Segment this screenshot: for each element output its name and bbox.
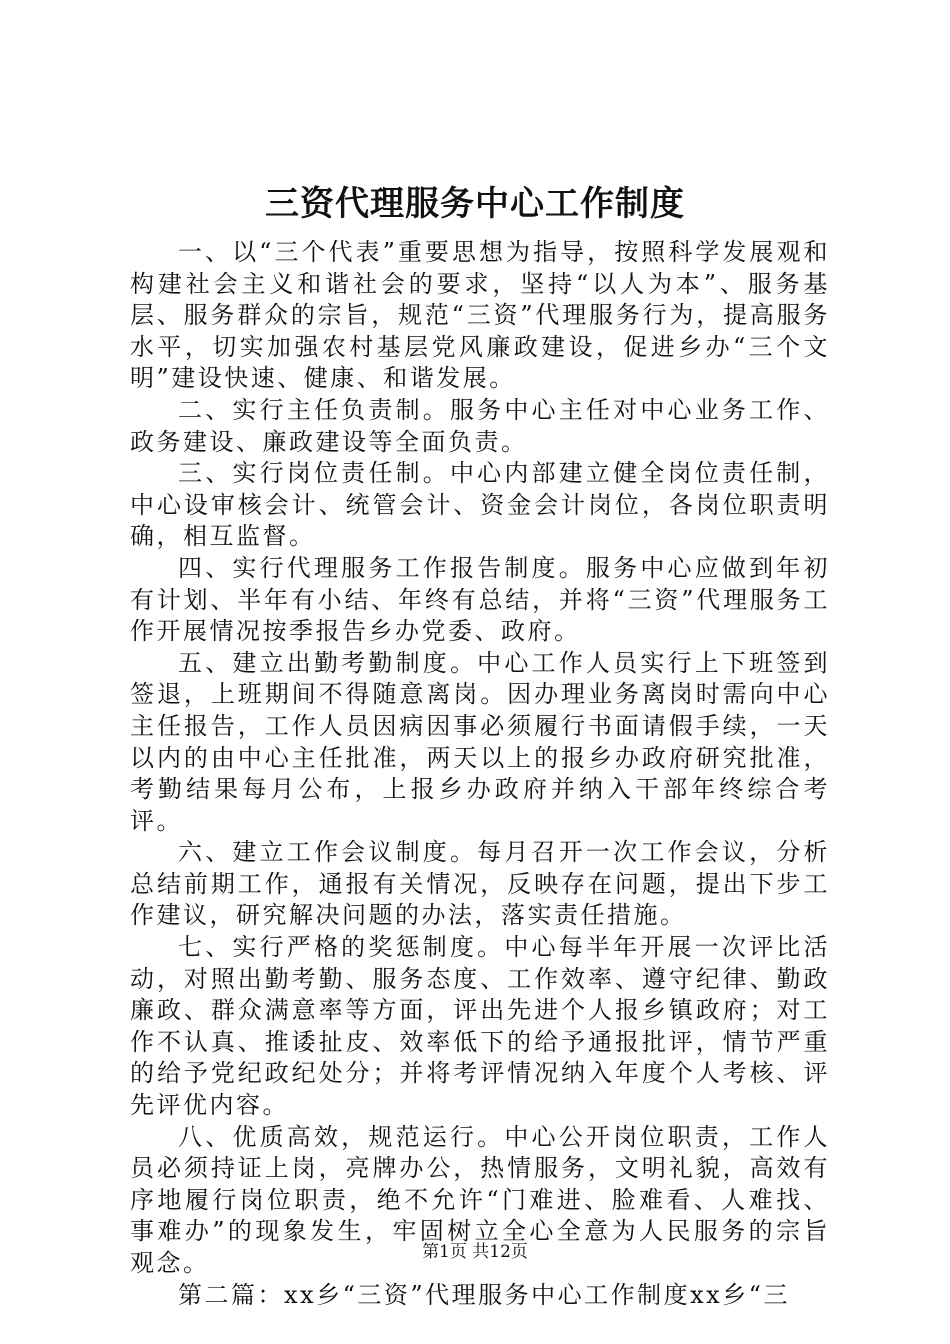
document-body: [130, 237, 830, 1311]
paragraph-8: 八、优质高效，规范运行。中心公开岗位职责，工作人员必须持证上岗，亮牌办公，热情服务，文明礼貌，高效有序地履行岗位职责，绝不允许“门难进、脸难看、人难找、事难办”的现象发生，牢固树立全心全意为人民服务的宗旨观念。: [130, 1122, 830, 1277]
page-indicator: 第1页 共12页: [422, 1242, 528, 1262]
paragraph-4: 四、实行代理服务工作报告制度。服务中心应做到年初有计划、半年有小结、年终有总结，并将“三资”代理服务工作开展情况按季报告乡办党委、政府。: [130, 553, 830, 646]
paragraph-2: 二、实行主任负责制。服务中心主任对中心业务工作、政务建设、廉政建设等全面负责。: [130, 395, 830, 456]
document-title: 三资代理服务中心工作制度: [265, 184, 685, 224]
paragraph-3: 三、实行岗位责任制。中心内部建立健全岗位责任制，中心设审核会计、统管会计、资金会计岗位，各岗位职责明确，相互监督。: [130, 459, 830, 551]
paragraph-5: 五、建立出勤考勤制度。中心工作人员实行上下班签到签退，上班期间不得随意离岗。因办理业务离岗时需向中心主任报告，工作人员因病因事必须履行书面请假手续，一天以内的由中心主任批准，两天以上的报乡办政府研究批准，考勤结果每月公布，上报乡办政府并纳入干部年终综合考评。: [130, 648, 830, 835]
paragraph-9: 第二篇：xx乡“三资”代理服务中心工作制度xx乡“三: [178, 1280, 790, 1309]
paragraph-7: 七、实行严格的奖惩制度。中心每半年开展一次评比活动，对照出勤考勤、服务态度、工作效率、遵守纪律、勤政廉政、群众满意率等方面，评出先进个人报乡镇政府；对工作不认真、推诿扯皮、效率低下的给予通报批评，情节严重的给予党纪政纪处分；并将考评情况纳入年度个人考核、评先评优内容。: [130, 933, 830, 1120]
paragraph-6: 六、建立工作会议制度。每月召开一次工作会议，分析总结前期工作，通报有关情况，反映存在问题，提出下步工作建议，研究解决问题的办法，落实责任措施。: [130, 838, 830, 930]
paragraph-1: 一、以“三个代表”重要思想为指导，按照科学发展观和构建社会主义和谐社会的要求，坚持“以人为本”、服务基层、服务群众的宗旨，规范“三资”代理服务行为，提高服务水平，切实加强农村基层党风廉政建设，促进乡办“三个文明”建设快速、健康、和谐发展。: [130, 238, 830, 393]
